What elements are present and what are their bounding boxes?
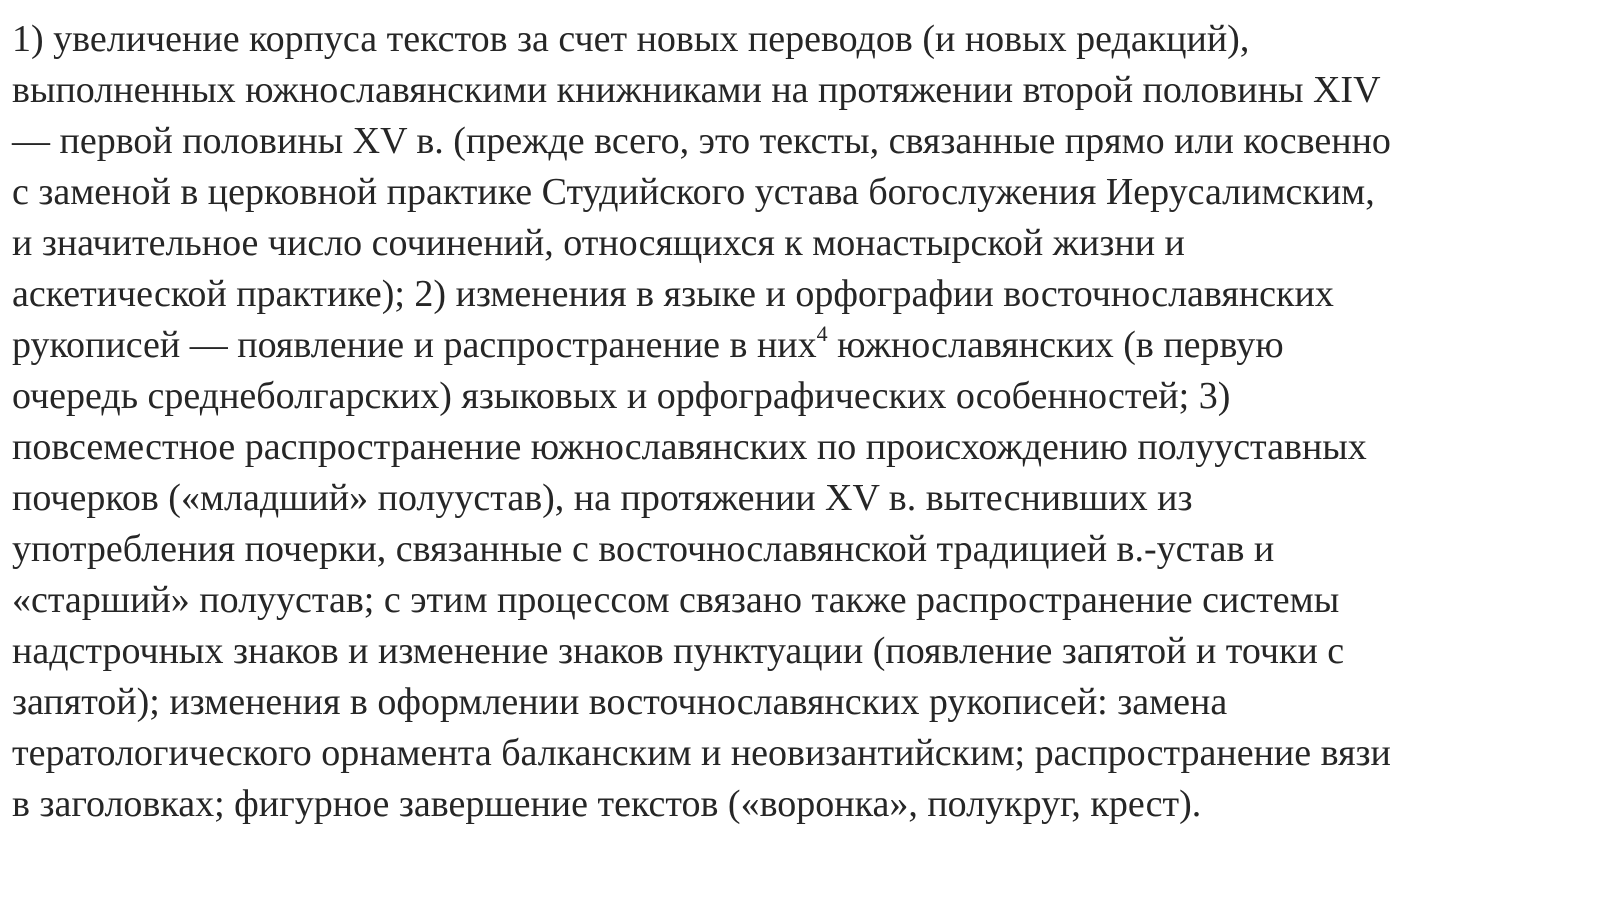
text-line: повсеместное распространение южнославянских по происхождению полууставных [12,426,1367,468]
text-segment: рукописей — появление и распространение в них [12,324,817,366]
text-line: «старший» полуустав; с этим процессом связано также распространение системы [12,579,1340,621]
text-line: почерков («младший» полуустав), на протяжении XV в. вытеснивших из [12,477,1193,519]
text-line: и значительное число сочинений, относящихся к монастырской жизни и [12,222,1185,264]
text-line: запятой); изменения в оформлении восточнославянских рукописей: замена [12,681,1228,723]
text-line: в заголовках; фигурное завершение текстов («воронка», полукруг, крест). [12,783,1202,825]
text-line: очередь среднеболгарских) языковых и орфографических особенностей; 3) [12,375,1231,417]
document-body [12,14,1592,830]
text-line: — первой половины XV в. (прежде всего, это тексты, связанные прямо или косвенно [12,120,1391,162]
text-line: надстрочных знаков и изменение знаков пунктуации (появление запятой и точки с [12,630,1345,672]
text-line: аскетической практике); 2) изменения в языке и орфографии восточнославянских [12,273,1334,315]
text-segment: южнославянских (в первую [827,324,1284,366]
text-line: 1) увеличение корпуса текстов за счет новых переводов (и новых редакций), [12,18,1250,60]
text-line [12,320,1592,371]
text-line: употребления почерки, связанные с восточнославянской традицией в.-устав и [12,528,1275,570]
text-line: с заменой в церковной практике Студийского устава богослужения Иерусалимским, [12,171,1375,213]
text-line: тератологического орнамента балканским и неовизантийским; распространение вязи [12,732,1391,774]
text-line: выполненных южнославянскими книжниками на протяжении второй половины XIV [12,69,1381,111]
footnote-marker[interactable]: 4 [816,321,828,346]
